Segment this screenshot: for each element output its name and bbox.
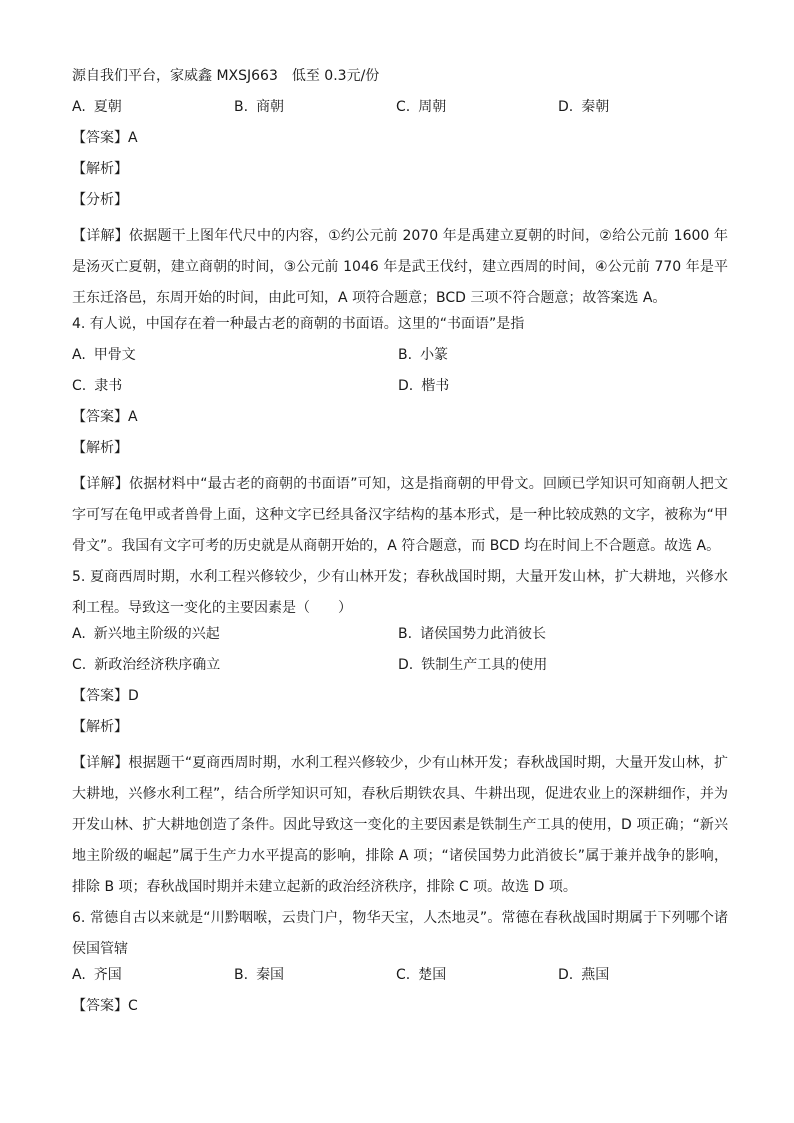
q4-options-row2 — [72, 376, 728, 407]
q6-option-c: C. 楚国 — [396, 967, 447, 983]
q6-stem: 6. 常德自古以来就是“川黔咽喉，云贵门户，物华天宝，人杰地灵”。常德在春秋战国时期属于下列哪个诸侯国管辖 — [72, 910, 728, 957]
q5-detail: 【详解】根据题干“夏商西周时期，水利工程兴修较少，少有山林开发；春秋战国时期，大量开发山林，扩大耕地，兴修水利工程”，结合所学知识可知，春秋后期铁农具、牛耕出现，促进农业上的深耕细作，并为开发山林、扩大耕地创造了条件。因此导致这一变化的主要因素是铁制生产工具的使用，D 项正确；“新兴地主阶级的崛起”属于生产力水平提高的影响，排除 A 项；“诸侯国势力此消彼长”属于兼并战争的影响，排除 B 项；春秋战国时期并未建立起新的政治经济秩序，排除 C 项。故选 D 项。 — [72, 755, 728, 895]
q5-answer: 【答案】D — [72, 688, 139, 704]
q3-option-d: D. 秦朝 — [558, 99, 610, 115]
q5-options-row1 — [72, 624, 728, 655]
q5-analysis-label: 【解析】 — [72, 719, 128, 735]
q5-option-b: B. 诸侯国势力此消彼长 — [398, 626, 547, 642]
q3-answer: 【答案】A — [72, 130, 138, 146]
q4-answer: 【答案】A — [72, 409, 138, 425]
source-note: 源自我们平台，家威鑫 MXSJ663 低至 0.3元/份 — [72, 68, 380, 84]
q4-stem: 4. 有人说，中国存在着一种最古老的商朝的书面语。这里的“书面语”是指 — [72, 316, 525, 332]
q3-option-a: A. 夏朝 — [72, 99, 122, 115]
q5-option-d: D. 铁制生产工具的使用 — [398, 657, 548, 673]
q4-analysis-label: 【解析】 — [72, 440, 128, 456]
q3-fenxi-label: 【分析】 — [72, 192, 128, 208]
q5-option-a: A. 新兴地主阶级的兴起 — [72, 626, 220, 642]
q3-analysis-label: 【解析】 — [72, 161, 128, 177]
q3-detail: 【详解】依据题干上图年代尺中的内容，①约公元前 2070 年是禹建立夏朝的时间，②给公元前 1600 年是汤灭亡夏朝，建立商朝的时间，③公元前 1046 年是武王伐纣，建立西周的时间，④公元前 770 年是平王东迁洛邑，东周开始的时间，由此可知，A 项符合题意；BCD 三项不符合题意；故答案选 A。 — [72, 228, 728, 306]
q4-option-a: A. 甲骨文 — [72, 347, 136, 363]
q3-options — [72, 97, 728, 128]
q6-option-a: A. 齐国 — [72, 967, 122, 983]
q5-options-row2 — [72, 655, 728, 686]
q6-options — [72, 965, 728, 996]
q4-option-c: C. 隶书 — [72, 378, 123, 394]
q4-detail: 【详解】依据材料中“最古老的商朝的书面语”可知，这是指商朝的甲骨文。回顾已学知识可知商朝人把文字可写在龟甲或者兽骨上面，这种文字已经具备汉字结构的基本形式，是一种比较成熟的文字，被称为“甲骨文”。我国有文字可考的历史就是从商朝开始的，A 符合题意，而 BCD 均在时间上不合题意。故选 A。 — [72, 476, 728, 554]
q6-option-d: D. 燕国 — [558, 967, 610, 983]
q4-option-b: B. 小篆 — [398, 347, 449, 363]
q5-stem: 5. 夏商西周时期，水利工程兴修较少，少有山林开发；春秋战国时期，大量开发山林，扩大耕地，兴修水利工程。导致这一变化的主要因素是（ ） — [72, 569, 728, 616]
q3-option-b: B. 商朝 — [234, 99, 285, 115]
q6-option-b: B. 秦国 — [234, 967, 285, 983]
q6-answer: 【答案】C — [72, 998, 138, 1014]
q3-option-c: C. 周朝 — [396, 99, 447, 115]
q5-option-c: C. 新政治经济秩序确立 — [72, 657, 221, 673]
document-page — [72, 66, 728, 1027]
q4-options-row1 — [72, 345, 728, 376]
q4-option-d: D. 楷书 — [398, 378, 450, 394]
